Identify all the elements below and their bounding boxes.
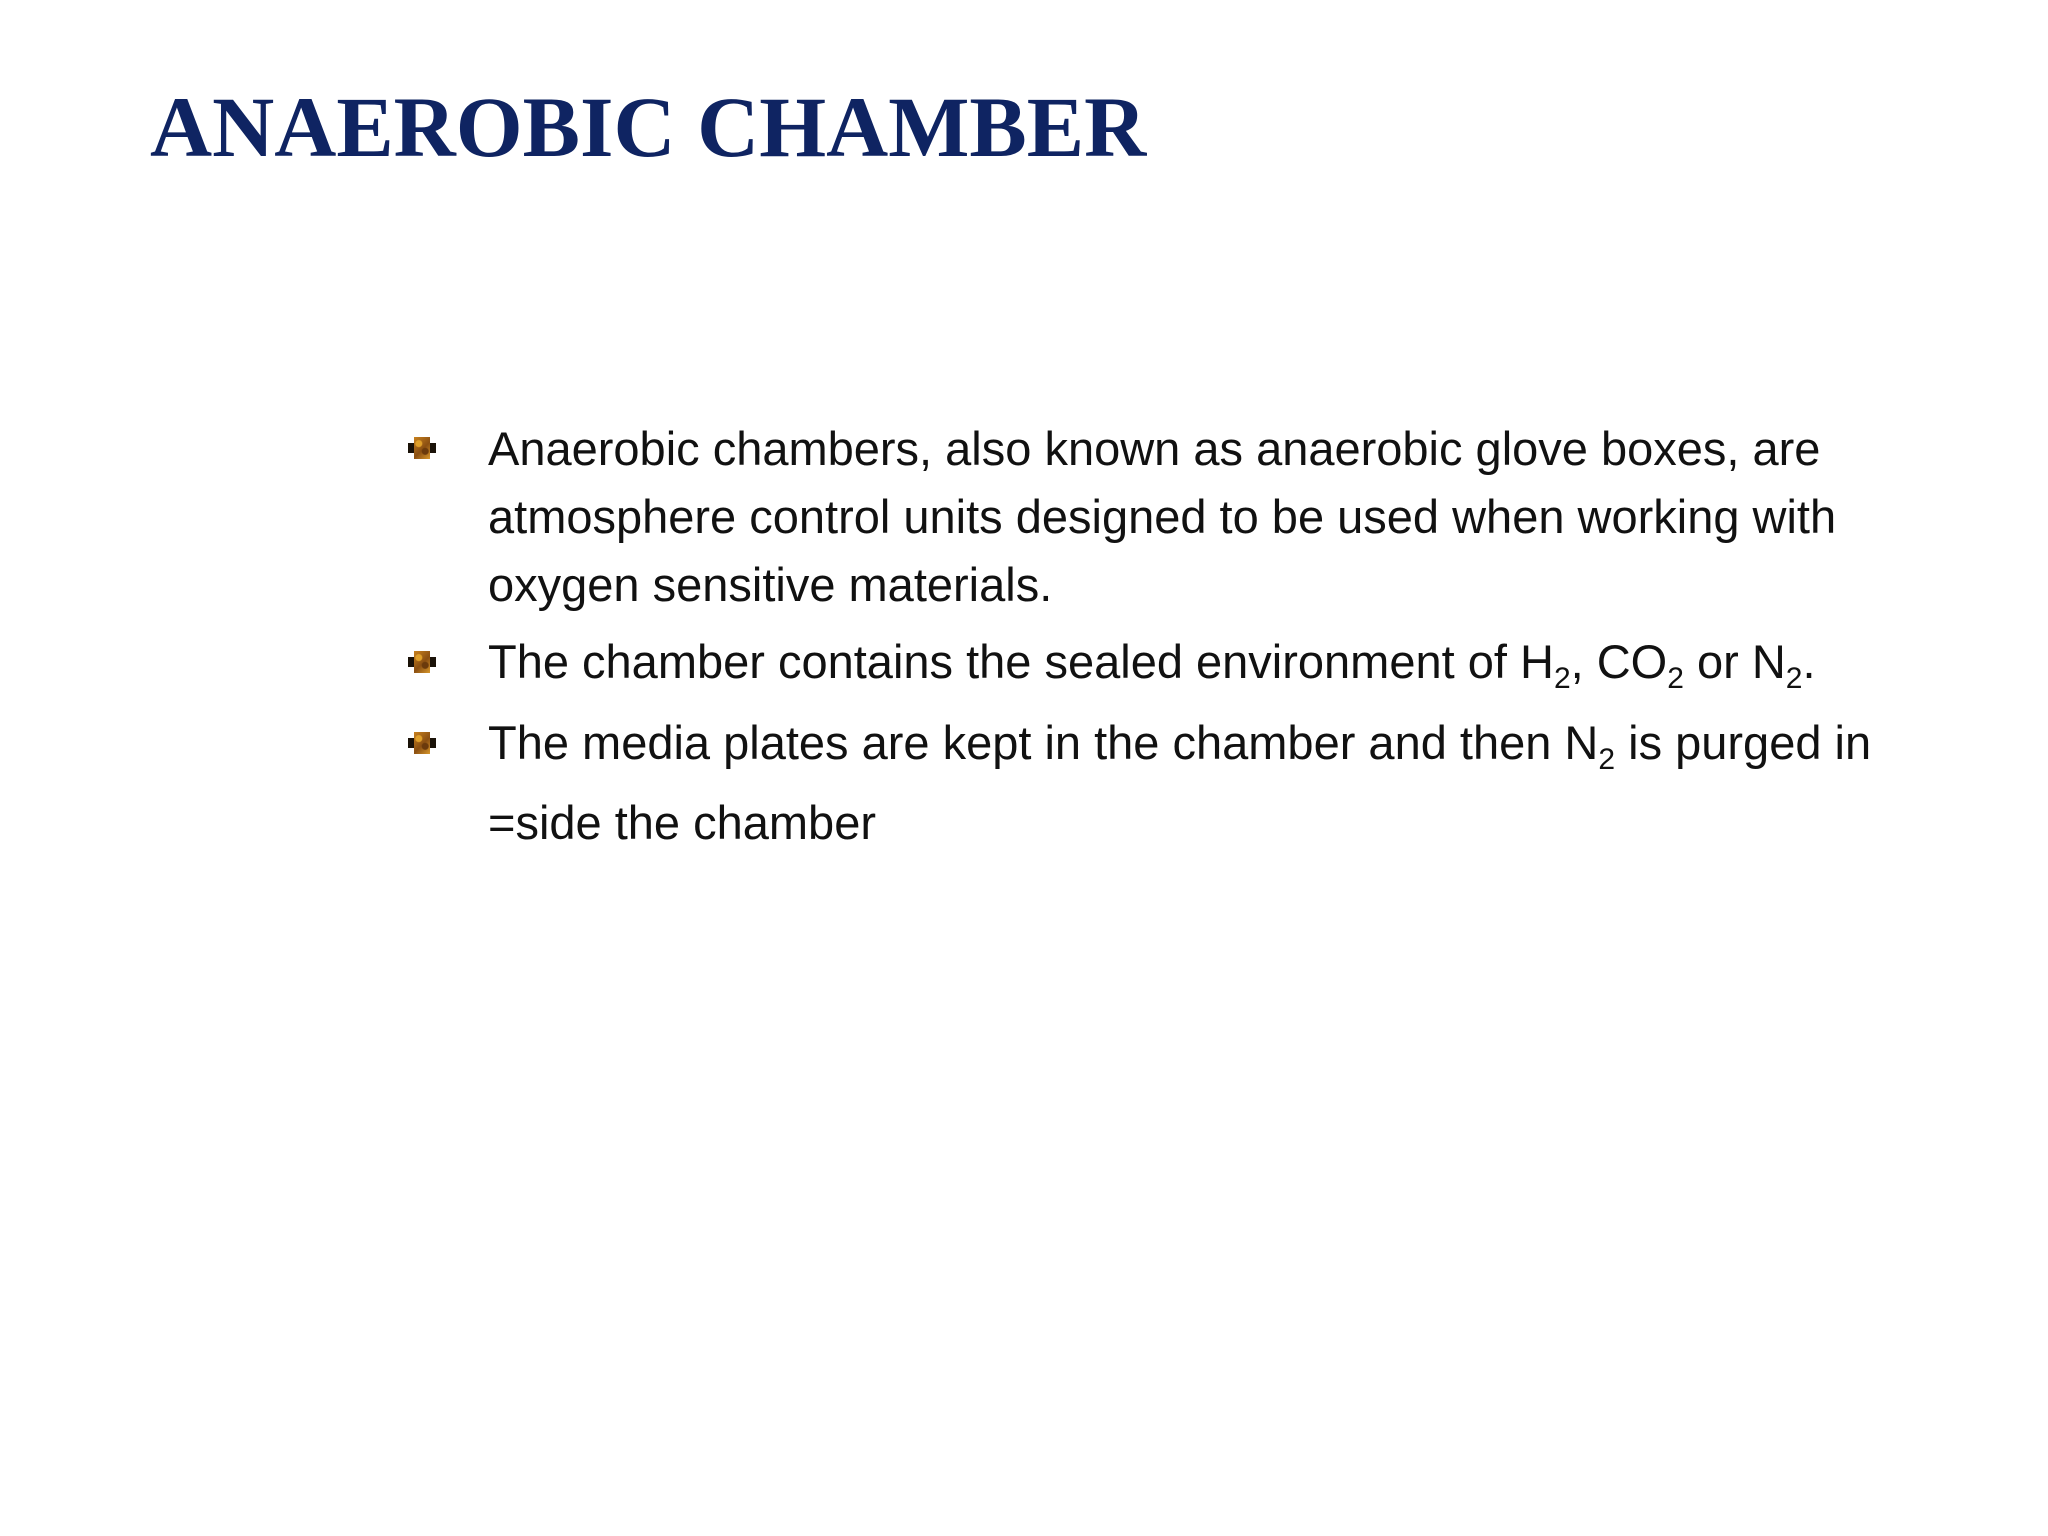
subscript: 2 <box>1553 662 1571 695</box>
text-segment: . <box>1802 635 1816 688</box>
bullet-text: Anaerobic chambers, also known as anaerobic glove boxes, are atmosphere control units designed to be used when working with oxygen sensitive materials. <box>488 422 1837 611</box>
square-bullet-icon <box>408 732 436 754</box>
text-segment: The media plates are kept in the chamber and then N <box>488 716 1599 769</box>
text-segment: The chamber contains the sealed environment of H <box>488 635 1554 688</box>
subscript: 2 <box>1785 662 1803 695</box>
square-bullet-icon <box>408 437 436 459</box>
text-segment: , CO <box>1570 635 1668 688</box>
text-segment: or N <box>1683 635 1786 688</box>
bullet-item <box>408 621 1888 703</box>
text-segment: is purged in =side the chamber <box>488 716 1872 849</box>
bullet-list <box>408 415 1888 863</box>
bullet-item <box>408 703 1888 863</box>
bullet-item <box>408 415 1888 619</box>
square-bullet-icon <box>408 651 436 673</box>
bullet-text <box>488 716 1871 849</box>
slide-title: ANAEROBIC CHAMBER <box>150 79 1147 175</box>
subscript: 2 <box>1667 662 1684 695</box>
bullet-text <box>488 635 1816 695</box>
subscript: 2 <box>1598 743 1616 776</box>
